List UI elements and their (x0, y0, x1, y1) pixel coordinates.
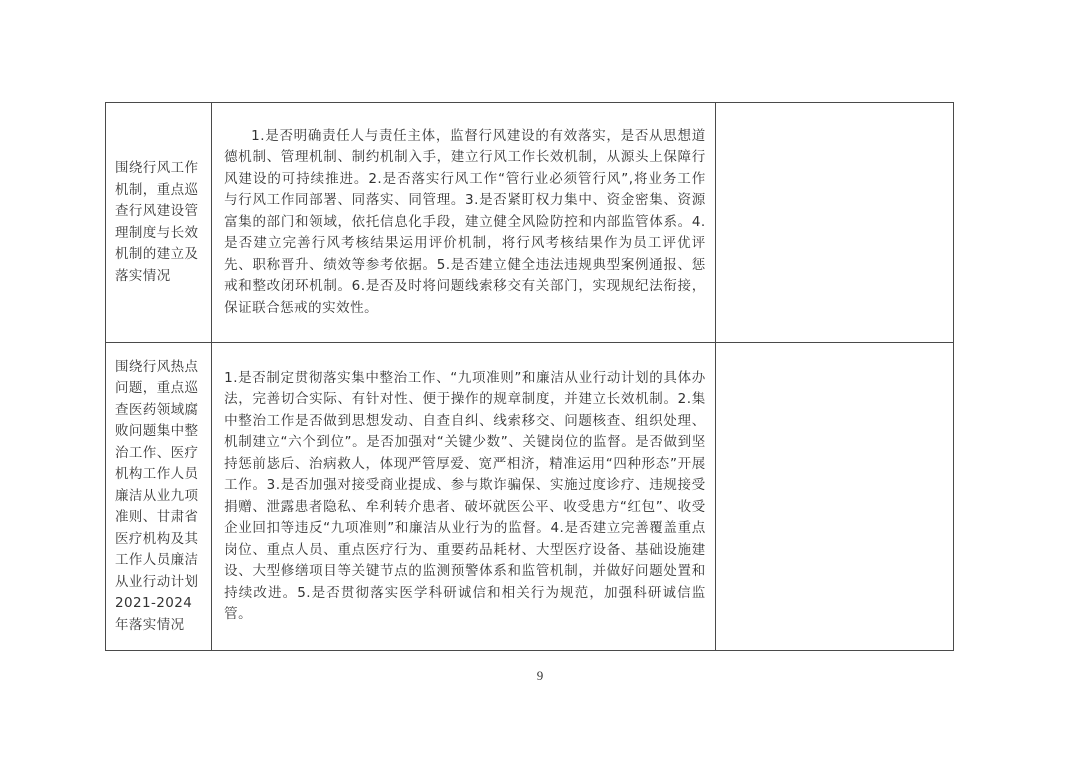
topic-cell (106, 103, 212, 343)
table-row (106, 103, 954, 343)
topic-cell (106, 343, 212, 651)
content-text: 1.是否明确责任人与责任主体，监督行风建设的有效落实，是否从思想道德机制、管理机制、制约机制入手，建立行风工作长效机制，从源头上保障行风建设的可持续推进。2.是否落实行风工作“管行业必须管行风”,将业务工作与行风工作同部署、同落实、同管理。3.是否紧盯权力集中、资金密集、资源富集的部门和领域，依托信息化手段，建立健全风险防控和内部监管体系。4.是否建立完善行风考核结果运用评价机制，将行风考核结果作为员工评优评先、职称晋升、绩效等参考依据。5.是否建立健全违法违规典型案例通报、惩戒和整改闭环机制。6.是否及时将问题线索移交有关部门，实现规纪法衔接，保证联合惩戒的实效性。 (224, 127, 706, 316)
topic-text: 围绕行风工作机制，重点巡查行风建设管理制度与长效机制的建立及落实情况 (115, 160, 199, 284)
content-cell (212, 343, 716, 651)
page-number: 9 (536, 668, 544, 683)
content-text: 1.是否制定贯彻落实集中整治工作、“九项准则”和廉洁从业行动计划的具体办法，完善切合实际、有针对性、便于操作的规章制度，并建立长效机制。2.集中整治工作是否做到思想发动、自查自纠、线索移交、问题核查、组织处理、机制建立“六个到位”。是否加强对“关键少数”、关键岗位的监督。是否做到坚持惩前毖后、治病救人，体现严管厚爱、宽严相济，精准运用“四种形态”开展工作。3.是否加强对接受商业提成、参与欺诈骗保、实施过度诊疗、违规接受捐赠、泄露患者隐私、牟利转介患者、破坏就医公平、收受患方“红包”、收受企业回扣等违反“九项准则”和廉洁从业行为的监督。4.是否建立完善覆盖重点岗位、重点人员、重点医疗行为、重要药品耗材、大型医疗设备、基础设施建设、大型修缮项目等关键节点的监测预警体系和监管机制，并做好问题处置和持续改进。5.是否贯彻落实医学科研诚信和相关行为规范，加强科研诚信监管。 (224, 369, 706, 622)
content-cell (212, 103, 716, 343)
topic-text: 围绕行风热点问题，重点巡查医药领域腐败问题集中整治工作、医疗机构工作人员廉洁从业九项准则、甘肃省医疗机构及其工作人员廉洁从业行动计划2021-2024年落实情况 (115, 358, 199, 633)
remarks-cell (715, 343, 953, 651)
inspection-table (105, 102, 954, 651)
table-row (106, 343, 954, 651)
remarks-cell (715, 103, 953, 343)
